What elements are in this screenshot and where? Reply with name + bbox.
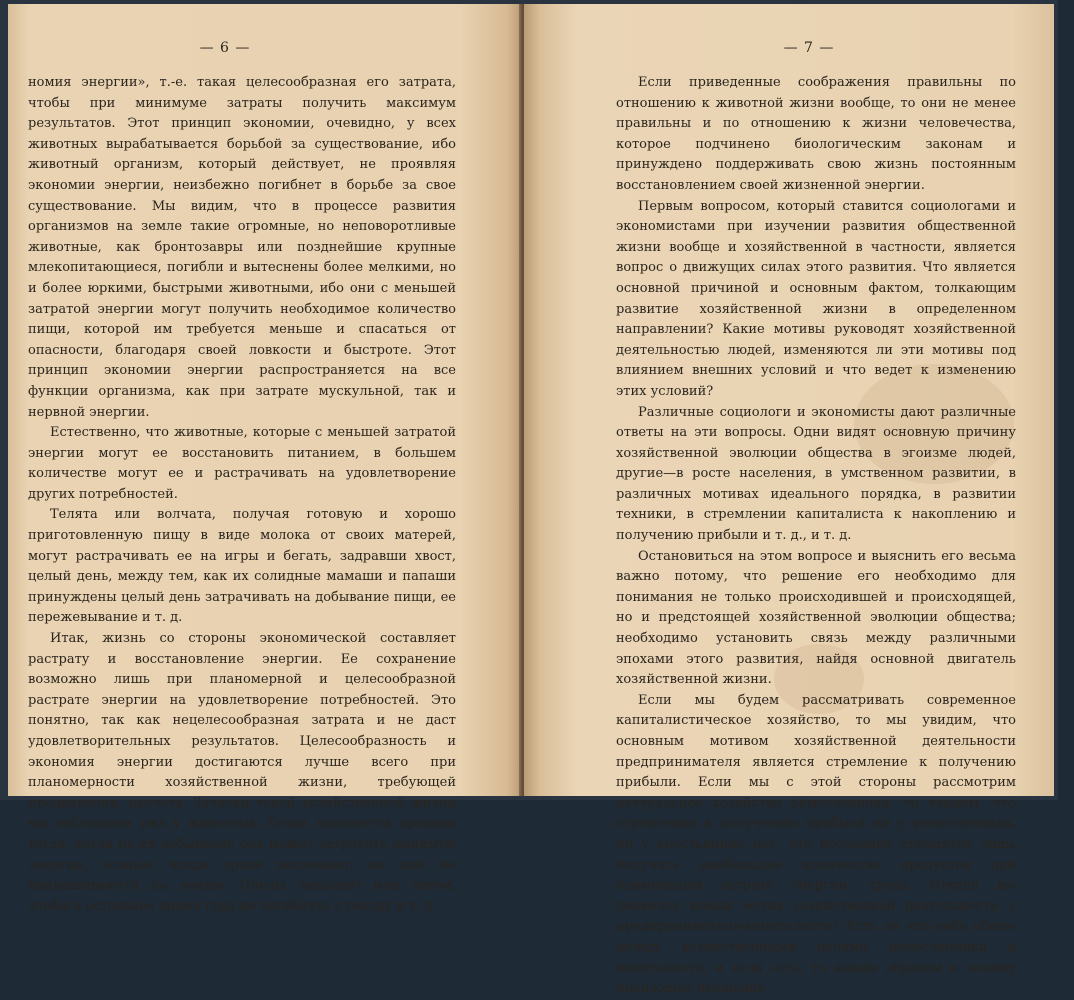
paragraph: Естественно, что животные, которые с меньшей затратой энергии могут ее восстановить питанием, в большем количестве могут ее и растрачивать на удовлетворение других потребностей. xyxy=(28,425,456,502)
paragraph: Первым вопросом, который ставится социологами и экономистами при изучении развития общественной жизни вообще и хозяйственной в частности, является вопрос о движущих силах этого развития. Что является основной причиной и основным фактом, толкающим развитие хозяйственной жизни в определенном направлении? Какие мотивы руководят хозяйственной деятельностью людей, изменяются ли эти мотивы под влиянием внешних условий и что ведет к изменению этих условий? xyxy=(616,198,1016,399)
page-number: — 6 — xyxy=(199,40,251,56)
left-page xyxy=(8,4,522,914)
page-text xyxy=(28,73,456,917)
page-number: — 7 — xyxy=(783,40,835,56)
page-text xyxy=(616,73,1016,1000)
paragraph: Если приведенные соображения правильны по отношению к животной жизни вообще, то они не менее правильны и по отношению к жизни человечества, которое подчинено биологическим законам и принуждено поддерживать свою жизнь постоянным восстановлением своей жизненной энергии. xyxy=(616,75,1016,193)
paragraph: номия энергии», т.-е. такая целесообразная его затрата, чтобы при минимуме затраты получить максимум результатов. Этот принцип экономии, очевидно, у всех животных вырабатывается борьбой за существование, ибо животный организм, который действует, не проявляя экономии энергии, неизбежно погибнет в борьбе за свое существование. Мы видим, что в процессе развития организмов на земле такие огромные, но неповоротливые животные, как бронтозавры или позднейшие крупные млекопитающиеся, погибли и вытеснены более мелкими, но и более юркими, быстрыми животными, ибо они с меньшей затратой энергии могут получить необходимое количество пищи, которой им требуется меньше и спасаться от опасности, благодаря своей ловкости и быстроте. Этот принцип экономии энергии распространяется на все функции организма, как при затрате мускульной, так и нервной энергии. xyxy=(28,75,456,420)
paragraph: Телята или волчата, получая готовую и хорошо приготовленную пищу в виде молока от своих матерей, могут растрачивать ее на игры и бегать, задравши хвост, целый день, между тем, как их солидные мамаши и папаши принуждены целый день затрачивать на добывание пищи, ее пережевывание и т. д. xyxy=(28,507,456,626)
paragraph: Если мы будем рассматривать современное капиталистическое хозяйство, то мы увидим, что основным мотивом хозяйственной деятельности предпринимателя является стремление к получению прибыли. Если мы с этой стороны рассмотрим натуральное хозяйство ремесленника, то увидим, что стремления к получению прибыли ни у ремесленника, ни у крестьянина нет, что последние стремятся лишь получить наибольшее количество продуктов при наименьшей затрате энергии, труда. Откуда же появился новый мотив хозяйственной деятельности у предпринимателя-капиталиста? Есть ли что-либо общее между хозяйственными целями ремесленника и капиталиста, и если есть, то каким образом и почему произошло превраще- xyxy=(616,692,1016,997)
paragraph: Итак, жизнь со стороны экономической составляет растрату и восстановление энергии. Ее сохранение возможно лишь при планомерной и целесообразной растрате энергии на удовлетворение потребностей. Это понятно, так как нецелесообразная затрата и не даст удовлетворительных результатов. Целесообразность и экономия энергии достигаются лучше всего при планомерности хозяйственной жизни, требующей предвидения, расчета. Зачатки такой хозяйственной жизни мы наблюдаем уже у животных. Белка запасается орехами тогда, когда на их добывание она может затратить минимум энергии, осенью, когда орехи поспевают, но еще не выкрашиваются на землю. Пчелы запасают мед летом, чтобы в остальное время года не погибнуть с голоду и т. д. xyxy=(28,631,456,914)
paragraph: Остановиться на этом вопросе и выяснить его весьма важно потому, что решение его необходимо для понимания не только происходившей и происходящей, но и предстоящей хозяйственной эволюции общества; необходимо установить связь между различными эпохами этого развития, найдя основной двигатель хозяйственной жизни. xyxy=(616,548,1016,688)
right-page xyxy=(524,4,1054,997)
paragraph: Различные социологи и экономисты дают различные ответы на эти вопросы. Одни видят основную причину хозяйственной эволюции общества в эгоизме людей, другие—в росте населения, в умственном развитии, в различных мотивах идеального порядка, в развитии техники, в стремлении капиталиста к накоплению и получению прибыли и т. д., и т. д. xyxy=(616,404,1016,544)
